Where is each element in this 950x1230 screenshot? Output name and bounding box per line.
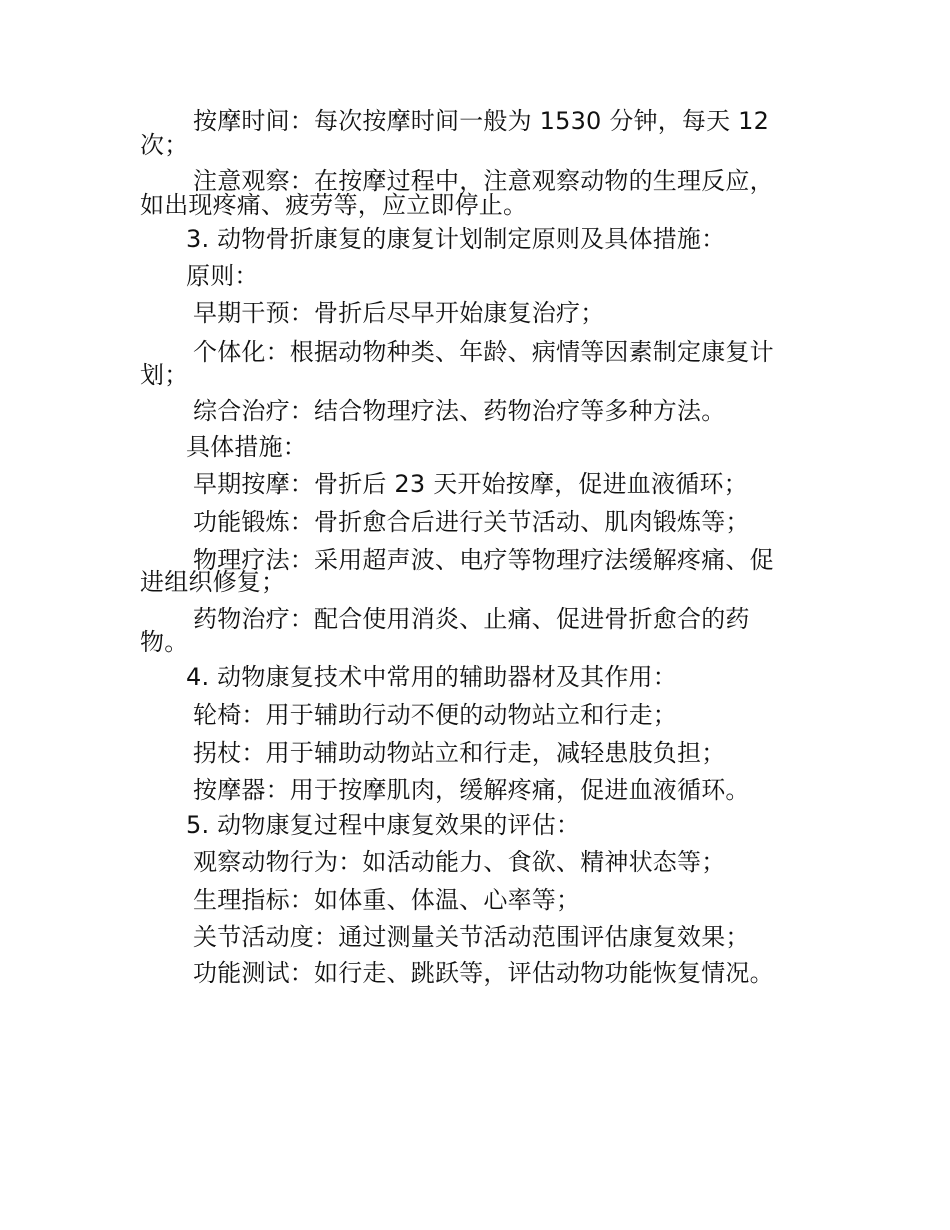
text-line: 生理指标：如体重、体温、心率等； [193,886,581,914]
text-line: 关节活动度：通过测量关节活动范围评估康复效果； [193,923,750,951]
text-line: 药物治疗：配合使用消炎、止痛、促进骨折愈合的药 [193,605,750,633]
text-line: 早期干预：骨折后尽早开始康复治疗； [193,299,605,327]
sub-heading: 原则： [186,262,259,290]
text-line: 进组织修复； [140,568,286,596]
text-line: 物。 [140,628,189,656]
text-line: 轮椅：用于辅助行动不便的动物站立和行走； [193,701,677,729]
text-line: 观察动物行为：如活动能力、食欲、精神状态等； [193,848,726,876]
text-line: 综合治疗：结合物理疗法、药物治疗等多种方法。 [193,397,726,425]
text-line: 早期按摩：骨折后 23 天开始按摩，促进血液循环； [193,470,748,498]
text-line: 按摩时间：每次按摩时间一般为 1530 分钟，每天 12 [193,107,770,135]
text-line: 次； [140,131,189,159]
text-line: 个体化：根据动物种类、年龄、病情等因素制定康复计 [193,338,774,366]
text-line: 物理疗法：采用超声波、电疗等物理疗法缓解疼痛、促 [193,546,774,574]
text-line: 按摩器：用于按摩肌肉，缓解疼痛，促进血液循环。 [193,776,750,804]
section-heading: 3. 动物骨折康复的康复计划制定原则及具体措施： [186,225,726,253]
text-line: 如出现疼痛、疲劳等，应立即停止。 [140,191,528,219]
section-heading: 4. 动物康复技术中常用的辅助器材及其作用： [186,663,677,691]
sub-heading: 具体措施： [186,433,307,461]
section-heading: 5. 动物康复过程中康复效果的评估： [186,811,581,839]
text-line: 注意观察：在按摩过程中，注意观察动物的生理反应， [193,167,774,195]
text-line: 功能测试：如行走、跳跃等，评估动物功能恢复情况。 [193,959,774,987]
text-line: 功能锻炼：骨折愈合后进行关节活动、肌肉锻炼等； [193,508,750,536]
text-line: 划； [140,361,189,389]
text-line: 拐杖：用于辅助动物站立和行走，减轻患肢负担； [193,739,726,767]
